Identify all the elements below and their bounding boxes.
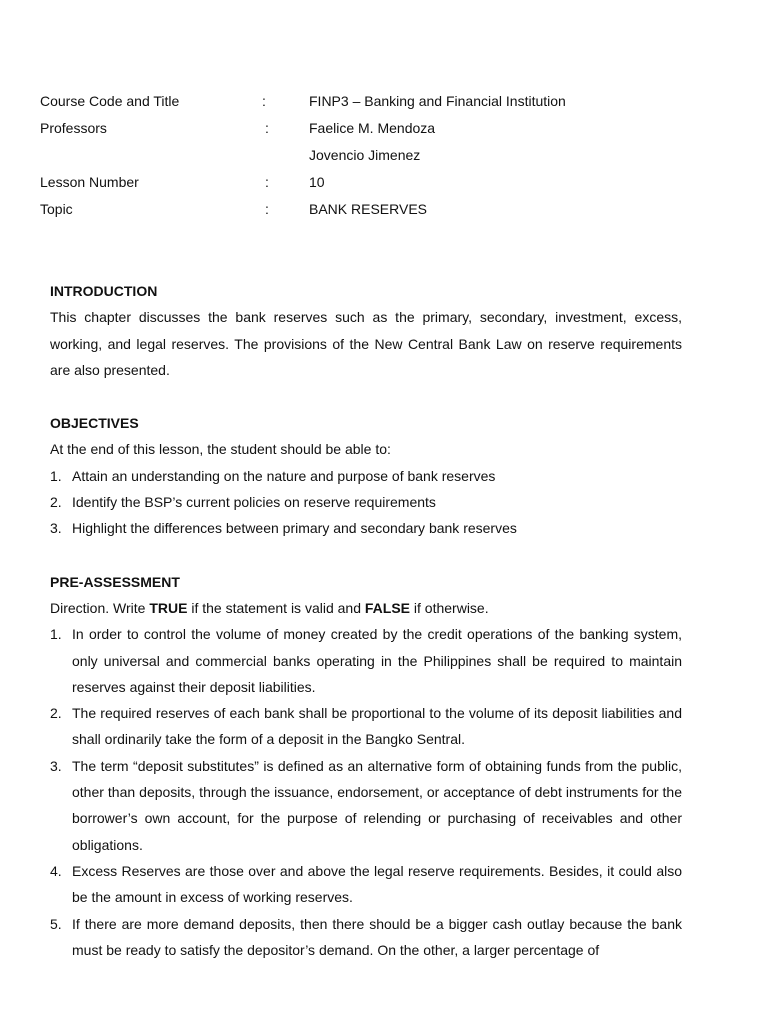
course-info-table bbox=[40, 88, 740, 223]
document-body bbox=[50, 278, 682, 963]
item-text: Excess Reserves are those over and above the legal reserve requirements. Besides, it could also be the amount in excess of working reserves. bbox=[72, 862, 682, 906]
direction-text: Direction. Write bbox=[50, 599, 150, 616]
list-item bbox=[50, 911, 682, 964]
colon-separator: : bbox=[265, 201, 269, 217]
item-number: 1. bbox=[50, 467, 62, 484]
info-row-topic bbox=[40, 196, 740, 223]
item-text: In order to control the volume of money created by the credit operations of the banking system, only universal and commercial banks operating in the Philippines shall be required to maintain reserves against their deposit liabilities. bbox=[72, 626, 682, 695]
course-label: Course Code and Title bbox=[40, 93, 180, 109]
objectives-lead: At the end of this lesson, the student should be able to: bbox=[50, 441, 391, 458]
professor-2-value: Jovencio Jimenez bbox=[309, 147, 421, 163]
item-text: The required reserves of each bank shall be proportional to the volume of its deposit liabilities and shall ordinarily take the form of a deposit in the Bangko Sentral. bbox=[72, 705, 682, 748]
direction-text: if otherwise. bbox=[410, 599, 489, 616]
item-number: 5. bbox=[50, 915, 62, 932]
lesson-label: Lesson Number bbox=[40, 174, 139, 190]
item-number: 3. bbox=[50, 757, 62, 774]
item-text: Highlight the differences between primary and secondary bank reserves bbox=[72, 520, 517, 537]
item-text: The term “deposit substitutes” is defined as an alternative form of obtaining funds from the public, other than deposits, through the issuance, endorsement, or acceptance of debt instruments for the borrower’s own account, for the purpose of relending or purchasing of receivables and other obligations. bbox=[72, 757, 682, 853]
item-number: 4. bbox=[50, 862, 62, 879]
preassessment-heading: PRE-ASSESSMENT bbox=[50, 573, 180, 590]
preassessment-direction bbox=[50, 595, 682, 621]
list-item bbox=[50, 753, 682, 858]
info-row-lesson bbox=[40, 169, 740, 196]
professor-1-value: Faelice M. Mendoza bbox=[309, 120, 436, 136]
info-row-professor-2 bbox=[40, 142, 740, 169]
colon-separator: : bbox=[265, 120, 269, 136]
colon-separator: : bbox=[262, 93, 266, 109]
item-text: If there are more demand deposits, then there should be a bigger cash outlay because the bank must be ready to satisfy the depositor’s demand. On the other, a larger percentage of bbox=[72, 915, 682, 958]
item-number: 1. bbox=[50, 626, 62, 643]
item-number: 2. bbox=[50, 705, 62, 722]
direction-true-keyword: TRUE bbox=[149, 599, 188, 616]
direction-text: if the statement is valid and bbox=[187, 599, 365, 616]
colon-separator: : bbox=[265, 174, 269, 190]
item-number: 2. bbox=[50, 494, 62, 511]
list-item bbox=[50, 858, 682, 911]
course-value: FINP3 – Banking and Financial Institution bbox=[309, 93, 566, 109]
item-number: 3. bbox=[50, 520, 62, 537]
direction-false-keyword: FALSE bbox=[364, 599, 411, 616]
preassessment-list bbox=[50, 621, 682, 963]
info-row-course bbox=[40, 88, 740, 115]
info-row-professors bbox=[40, 115, 740, 142]
objectives-list bbox=[50, 463, 682, 542]
objectives-heading: OBJECTIVES bbox=[50, 415, 139, 432]
introduction-heading: INTRODUCTION bbox=[50, 283, 158, 299]
list-item bbox=[50, 463, 682, 489]
item-text: Attain an understanding on the nature and purpose of bank reserves bbox=[72, 467, 496, 484]
list-item bbox=[50, 489, 682, 515]
item-text: Identify the BSP’s current policies on reserve requirements bbox=[72, 494, 436, 511]
list-item bbox=[50, 700, 682, 753]
topic-value: BANK RESERVES bbox=[309, 201, 428, 217]
professors-label: Professors bbox=[40, 120, 107, 136]
list-item bbox=[50, 515, 682, 541]
introduction-text: This chapter discusses the bank reserves such as the primary, secondary, investment, excess, working, and legal reserves. The provisions of the New Central Bank Law on reserve requirements are also presented. bbox=[50, 309, 682, 378]
list-item bbox=[50, 621, 682, 700]
topic-label: Topic bbox=[40, 201, 73, 217]
lesson-value: 10 bbox=[309, 174, 325, 190]
